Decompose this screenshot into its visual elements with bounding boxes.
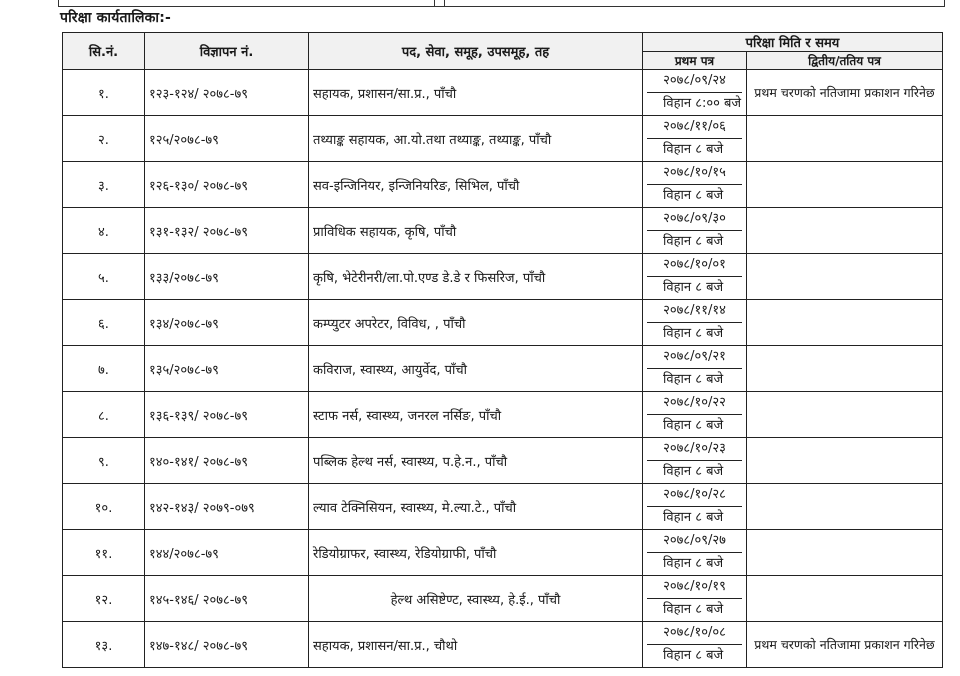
serial-number-cell: १०. — [63, 484, 145, 530]
exam-date: २०७८/१०/१५ — [647, 162, 742, 185]
advertisement-number-cell: १२५/२०७८-७९ — [145, 116, 309, 162]
second-third-paper-cell — [747, 346, 943, 392]
table-row — [63, 622, 943, 668]
schedule-rows — [63, 70, 943, 668]
exam-date: २०७८/११/०६ — [647, 116, 742, 139]
first-paper-cell — [643, 162, 747, 208]
first-paper-cell — [643, 576, 747, 622]
header-advertisement-number: विज्ञापन नं. — [145, 33, 309, 70]
exam-time: विहान ८ बजे — [663, 510, 724, 525]
exam-date: २०७८/०९/२७ — [647, 530, 742, 553]
header-first-paper: प्रथम पत्र — [643, 52, 747, 70]
table-row — [63, 208, 943, 254]
exam-date: २०७८/११/१४ — [647, 300, 742, 323]
second-third-paper-cell: प्रथम चरणको नतिजामा प्रकाशन गरिनेछ — [747, 622, 943, 668]
post-cell: सहायक, प्रशासन/सा.प्र., पाँचौ — [309, 70, 643, 116]
post-cell: कम्प्युटर अपरेटर, विविध, , पाँचौ — [309, 300, 643, 346]
second-third-paper-cell — [747, 438, 943, 484]
table-row — [63, 392, 943, 438]
header-serial-number: सि.नं. — [63, 33, 145, 70]
second-third-paper-cell — [747, 254, 943, 300]
table-row — [63, 70, 943, 116]
post-cell: स्टाफ नर्स, स्वास्थ्य, जनरल नर्सिङ, पाँचौ — [309, 392, 643, 438]
first-paper-cell — [643, 70, 747, 116]
table-row — [63, 254, 943, 300]
serial-number-cell: १२. — [63, 576, 145, 622]
advertisement-number-cell: १३५/२०७८-७९ — [145, 346, 309, 392]
table-row — [63, 438, 943, 484]
table-row — [63, 576, 943, 622]
second-third-paper-cell — [747, 300, 943, 346]
second-third-paper-cell: प्रथम चरणको नतिजामा प्रकाशन गरिनेछ — [747, 70, 943, 116]
exam-time: विहान ८ बजे — [663, 280, 724, 295]
serial-number-cell: २. — [63, 116, 145, 162]
exam-time: विहान ८ बजे — [663, 234, 724, 249]
post-cell: हेल्थ असिष्टेण्ट, स्वास्थ्य, हे.ई., पाँचौ — [309, 576, 643, 622]
exam-time: विहान ८ बजे — [663, 142, 724, 157]
exam-time: विहान ८ बजे — [663, 418, 724, 433]
advertisement-number-cell: १२६-१३०/ २०७८-७९ — [145, 162, 309, 208]
post-cell: सहायक, प्रशासन/सा.प्र., चौथो — [309, 622, 643, 668]
first-paper-cell — [643, 208, 747, 254]
exam-date: २०७८/१०/२८ — [647, 484, 742, 507]
post-cell: सव-इन्जिनियर, इन्जिनियरिङ, सिभिल, पाँचौ — [309, 162, 643, 208]
advertisement-number-cell: १३१-१३२/ २०७८-७९ — [145, 208, 309, 254]
exam-date: २०७८/१०/१९ — [647, 576, 742, 599]
advertisement-number-cell: १३४/२०७८-७९ — [145, 300, 309, 346]
serial-number-cell: ६. — [63, 300, 145, 346]
exam-date: २०७८/१०/०८ — [647, 622, 742, 645]
first-paper-cell — [643, 438, 747, 484]
previous-table-edge — [58, 0, 945, 7]
advertisement-number-cell: १४५-१४६/ २०७८-७९ — [145, 576, 309, 622]
header-second-third-paper: द्वितीय/ततिय पत्र — [747, 52, 943, 70]
second-third-paper-cell — [747, 162, 943, 208]
first-paper-cell — [643, 622, 747, 668]
first-paper-cell — [643, 484, 747, 530]
exam-time: विहान ८ बजे — [663, 648, 724, 663]
table-row — [63, 300, 943, 346]
exam-date: २०७८/०९/२१ — [647, 346, 742, 369]
exam-time: विहान ८ बजे — [663, 188, 724, 203]
serial-number-cell: ३. — [63, 162, 145, 208]
post-cell: प्राविधिक सहायक, कृषि, पाँचौ — [309, 208, 643, 254]
first-paper-cell — [643, 530, 747, 576]
first-paper-cell — [643, 300, 747, 346]
exam-time: विहान ८ बजे — [663, 372, 724, 387]
serial-number-cell: १. — [63, 70, 145, 116]
exam-date: २०७८/०९/२४ — [647, 70, 742, 93]
serial-number-cell: ५. — [63, 254, 145, 300]
second-third-paper-cell — [747, 392, 943, 438]
advertisement-number-cell: १३३/२०७८-७९ — [145, 254, 309, 300]
header-post: पद, सेवा, समूह, उपसमूह, तह — [309, 33, 643, 70]
exam-date: २०७८/१०/२२ — [647, 392, 742, 415]
second-third-paper-cell — [747, 576, 943, 622]
advertisement-number-cell: १२३-१२४/ २०७८-७९ — [145, 70, 309, 116]
advertisement-number-cell: १४४/२०७८-७९ — [145, 530, 309, 576]
exam-time: विहान ८ बजे — [663, 464, 724, 479]
second-third-paper-cell — [747, 484, 943, 530]
post-cell: कृषि, भेटेरीनरी/ला.पो.एण्ड डे.डे र फिसरिज, पाँचौ — [309, 254, 643, 300]
second-third-paper-cell — [747, 530, 943, 576]
serial-number-cell: ८. — [63, 392, 145, 438]
table-row — [63, 484, 943, 530]
section-title: परिक्षा कार्यतालिका:- — [60, 10, 172, 26]
first-paper-cell — [643, 116, 747, 162]
first-paper-cell — [643, 346, 747, 392]
second-third-paper-cell — [747, 208, 943, 254]
serial-number-cell: ९. — [63, 438, 145, 484]
post-cell: ल्याव टेक्निसियन, स्वास्थ्य, मे.ल्या.टे., पाँचौ — [309, 484, 643, 530]
advertisement-number-cell: १३६-१३९/ २०७८-७९ — [145, 392, 309, 438]
exam-date: २०७८/१०/२३ — [647, 438, 742, 461]
column-divider — [444, 0, 445, 6]
exam-date: २०७८/१०/०१ — [647, 254, 742, 277]
post-cell: रेडियोग्राफर, स्वास्थ्य, रेडियोग्राफी, पाँचौ — [309, 530, 643, 576]
advertisement-number-cell: १४२-१४३/ २०७९-०७९ — [145, 484, 309, 530]
table-row — [63, 162, 943, 208]
serial-number-cell: ७. — [63, 346, 145, 392]
column-divider — [434, 0, 435, 6]
second-third-paper-cell — [747, 116, 943, 162]
advertisement-number-cell: १४७-१४८/ २०७८-७९ — [145, 622, 309, 668]
advertisement-number-cell: १४०-१४१/ २०७८-७९ — [145, 438, 309, 484]
exam-time: विहान ८ बजे — [663, 602, 724, 617]
serial-number-cell: १३. — [63, 622, 145, 668]
serial-number-cell: ११. — [63, 530, 145, 576]
table-row — [63, 346, 943, 392]
post-cell: पब्लिक हेल्थ नर्स, स्वास्थ्य, प.हे.न., पाँचौ — [309, 438, 643, 484]
exam-date: २०७८/०९/३० — [647, 208, 742, 231]
first-paper-cell — [643, 254, 747, 300]
exam-schedule-table — [62, 32, 943, 668]
first-paper-cell — [643, 392, 747, 438]
exam-time: विहान ८:०० बजे — [663, 96, 742, 111]
exam-time: विहान ८ बजे — [663, 326, 724, 341]
post-cell: तथ्याङ्क सहायक, आ.यो.तथा तथ्याङ्क, तथ्याङ्क, पाँचौ — [309, 116, 643, 162]
post-cell: कविराज, स्वास्थ्य, आयुर्वेद, पाँचौ — [309, 346, 643, 392]
header-exam-datetime: परिक्षा मिति र समय — [643, 33, 943, 52]
table-row — [63, 530, 943, 576]
table-row — [63, 116, 943, 162]
exam-time: विहान ८ बजे — [663, 556, 724, 571]
serial-number-cell: ४. — [63, 208, 145, 254]
